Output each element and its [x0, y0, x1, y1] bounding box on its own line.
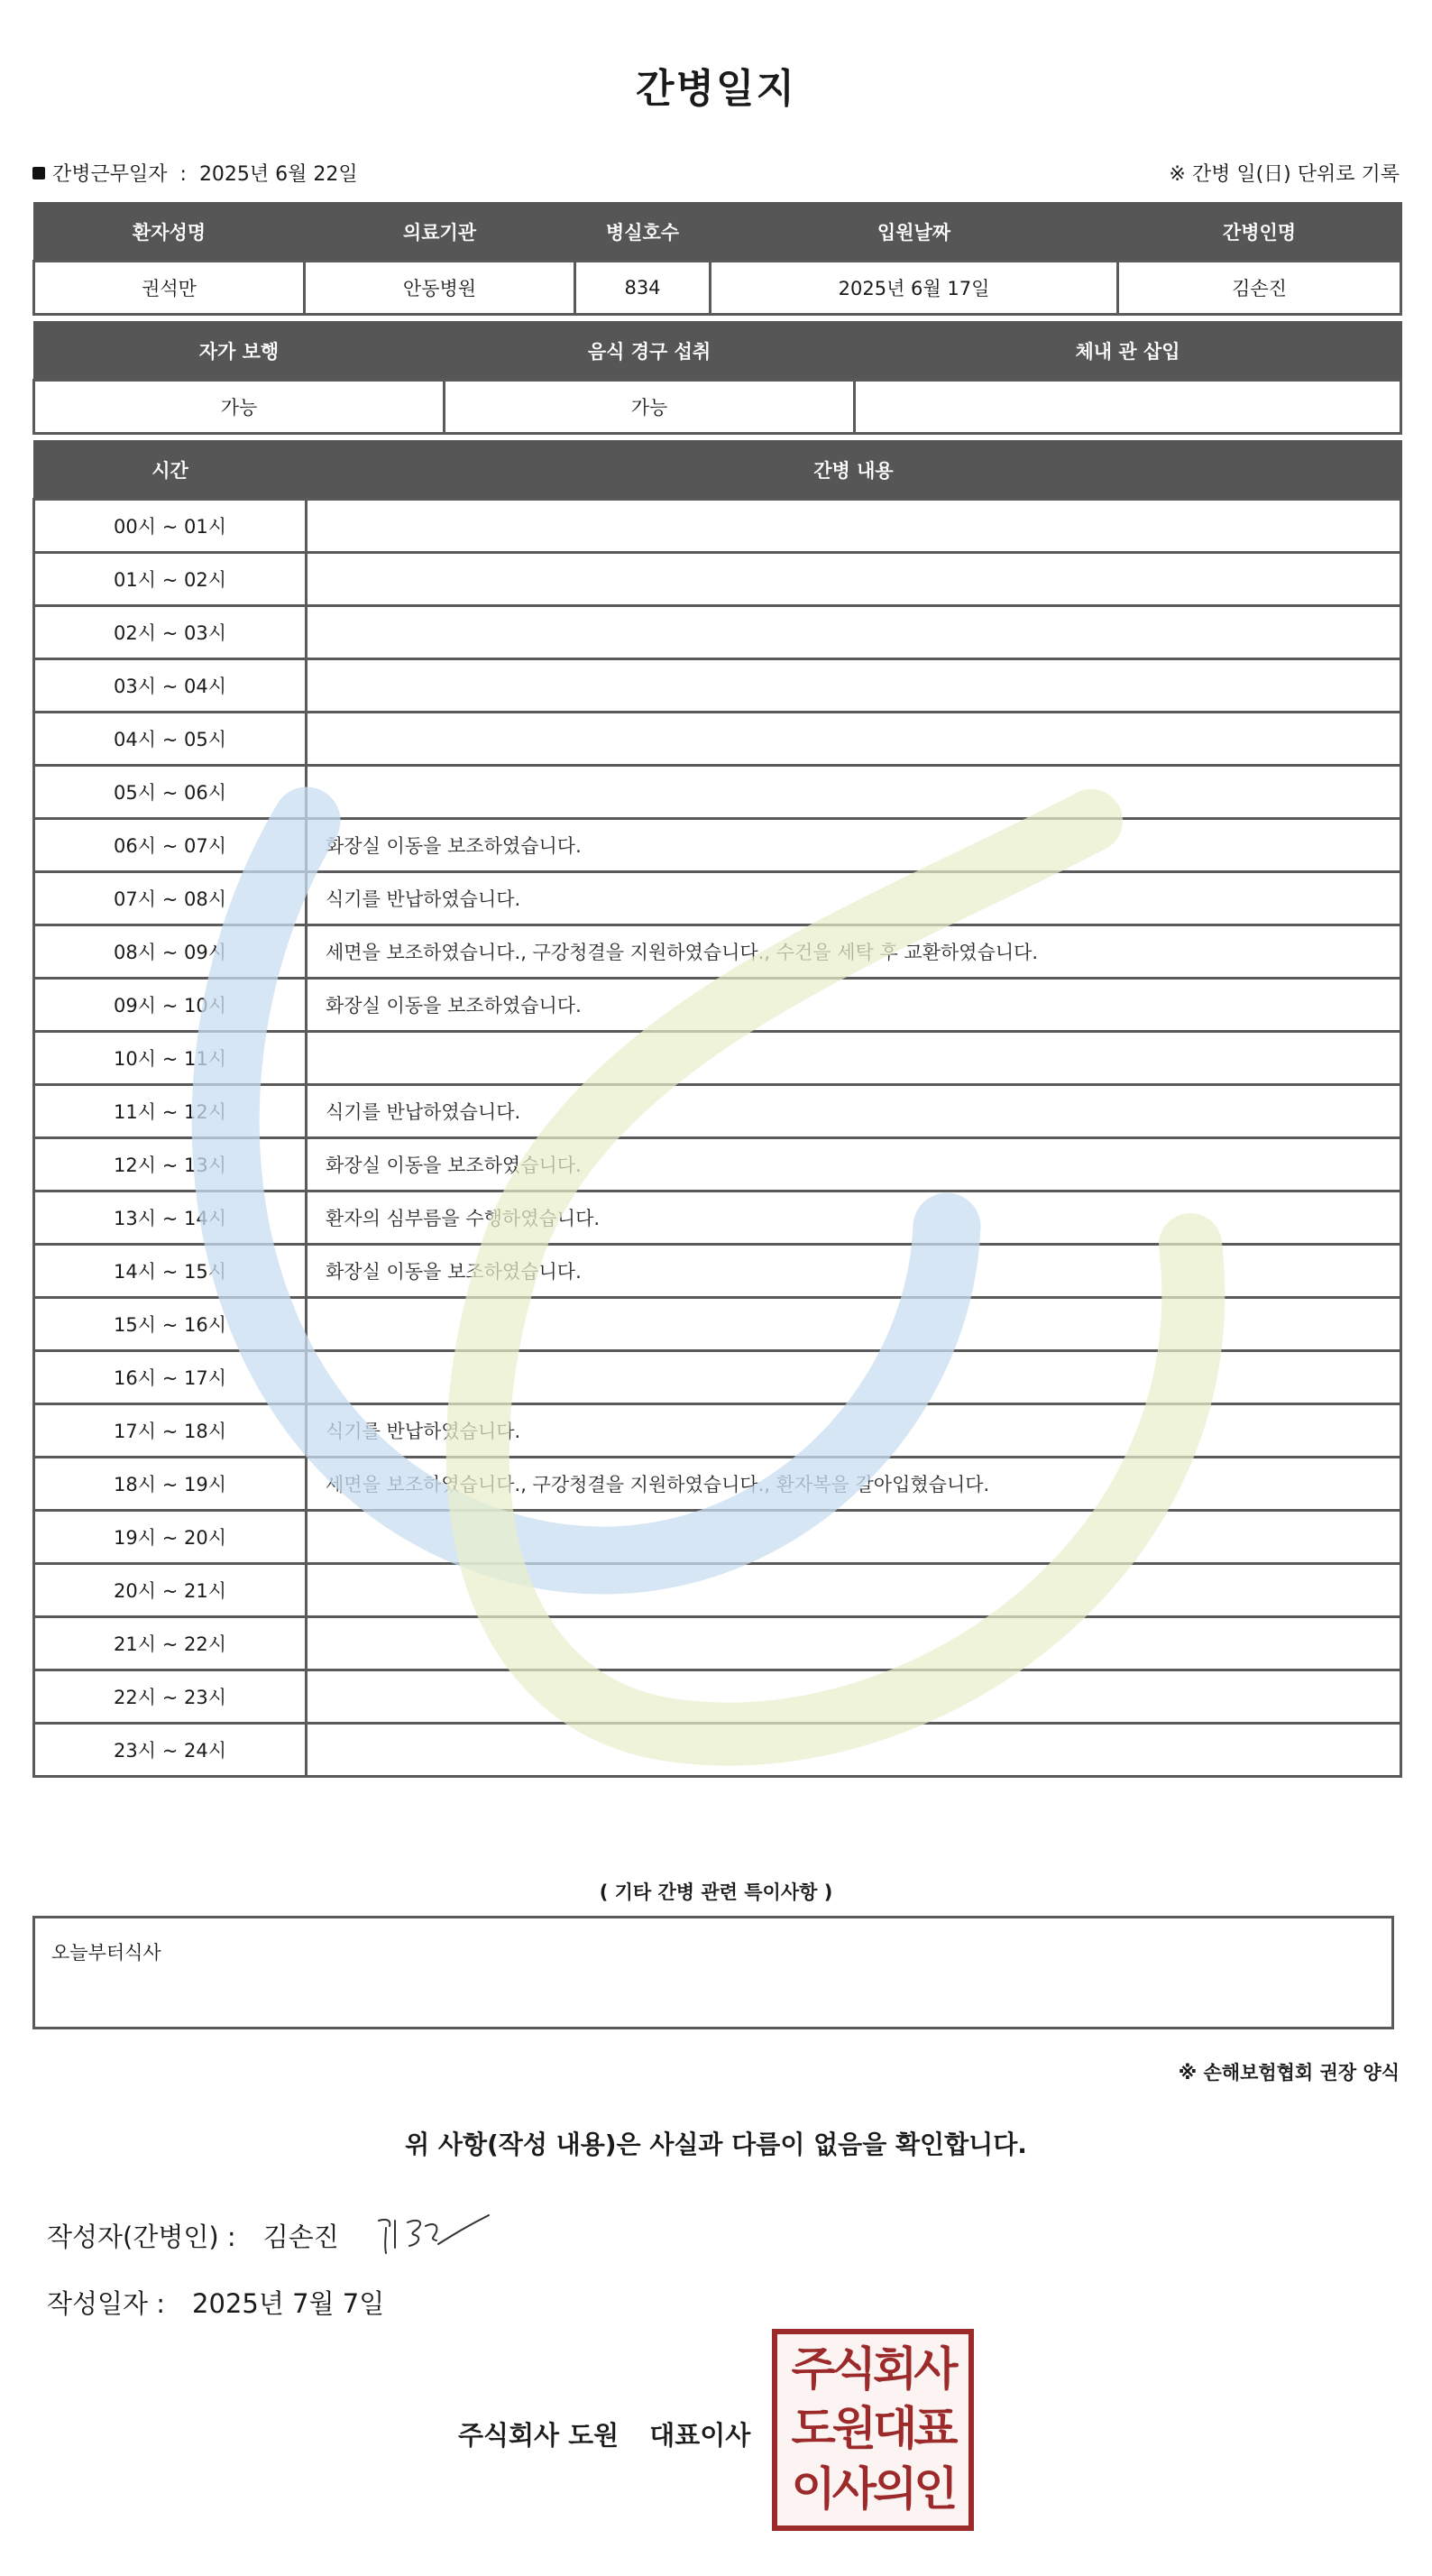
- log-time-cell: 08시 ~ 09시: [34, 925, 307, 979]
- page-title: 간병일지: [635, 66, 796, 112]
- care-date-value: 2025년 6월 22일: [198, 163, 358, 186]
- log-content-cell: [307, 659, 1401, 713]
- log-time-cell: 18시 ~ 19시: [34, 1458, 307, 1511]
- log-content-cell: [307, 713, 1401, 766]
- header-time: 시간: [34, 441, 307, 500]
- log-content-cell: [307, 500, 1401, 553]
- header-self-walking: 자가 보행: [34, 322, 445, 381]
- self-walking-value: 가능: [34, 381, 445, 434]
- patient-info-header-row: [34, 203, 1401, 262]
- write-date-value: 2025년 7월 7일: [192, 2288, 385, 2319]
- square-bullet-icon: [32, 167, 45, 179]
- log-row: [34, 1191, 1401, 1245]
- log-row: [34, 872, 1401, 925]
- caregiver-name-value: 김손진: [1118, 262, 1401, 315]
- author-line: [47, 2217, 339, 2254]
- log-time-cell: 23시 ~ 24시: [34, 1724, 307, 1777]
- log-body: [34, 500, 1401, 1777]
- log-time-cell: 03시 ~ 04시: [34, 659, 307, 713]
- log-content-cell: 식기를 반납하였습니다.: [307, 1404, 1401, 1458]
- log-content-cell: [307, 1617, 1401, 1670]
- log-time-cell: 01시 ~ 02시: [34, 553, 307, 606]
- author-name: 김손진: [262, 2222, 339, 2252]
- company-seal: [772, 2329, 974, 2531]
- company-line: [458, 2415, 750, 2452]
- log-time-cell: 21시 ~ 22시: [34, 1617, 307, 1670]
- log-content-cell: 화장실 이동을 보조하였습니다.: [307, 979, 1401, 1032]
- header-room-number: 병실호수: [575, 203, 711, 262]
- log-content-cell: 화장실 이동을 보조하였습니다.: [307, 1245, 1401, 1298]
- header-hospital: 의료기관: [305, 203, 575, 262]
- log-content-cell: 식기를 반납하였습니다.: [307, 872, 1401, 925]
- log-row: [34, 1724, 1401, 1777]
- log-row: [34, 1404, 1401, 1458]
- patient-name-value: 권석만: [34, 262, 305, 315]
- log-time-cell: 14시 ~ 15시: [34, 1245, 307, 1298]
- log-time-cell: 00시 ~ 01시: [34, 500, 307, 553]
- log-time-cell: 17시 ~ 18시: [34, 1404, 307, 1458]
- log-row: [34, 1085, 1401, 1138]
- care-date-colon: :: [179, 163, 187, 186]
- room-number-value: 834: [575, 262, 711, 315]
- log-row: [34, 1511, 1401, 1564]
- log-row: [34, 1298, 1401, 1351]
- care-date-line: [32, 159, 358, 187]
- log-time-cell: 12시 ~ 13시: [34, 1138, 307, 1191]
- log-content-cell: 세면을 보조하였습니다., 구강청결을 지원하였습니다., 수건을 세탁 후 교환하였습니다.: [307, 925, 1401, 979]
- header-caregiver-name: 간병인명: [1118, 203, 1401, 262]
- log-time-cell: 11시 ~ 12시: [34, 1085, 307, 1138]
- log-time-cell: 15시 ~ 16시: [34, 1298, 307, 1351]
- log-content-cell: [307, 1298, 1401, 1351]
- log-time-cell: 16시 ~ 17시: [34, 1351, 307, 1404]
- daily-record-note: ※ 간병 일(日) 단위로 기록: [1169, 163, 1400, 186]
- header-tube-insertion: 체내 관 삽입: [855, 322, 1401, 381]
- log-row: [34, 979, 1401, 1032]
- log-content-cell: 환자의 심부름을 수행하였습니다.: [307, 1191, 1401, 1245]
- confirmation-statement: 위 사항(작성 내용)은 사실과 다름이 없음을 확인합니다.: [405, 2130, 1027, 2159]
- log-row: [34, 606, 1401, 659]
- header-oral-intake: 음식 경구 섭취: [445, 322, 855, 381]
- log-content-cell: 화장실 이동을 보조하였습니다.: [307, 1138, 1401, 1191]
- log-row: [34, 1670, 1401, 1724]
- log-row: [34, 1617, 1401, 1670]
- log-row: [34, 553, 1401, 606]
- log-row: [34, 766, 1401, 819]
- form-recommendation-note: ※ 손해보험협회 권장 양식: [1178, 2062, 1400, 2084]
- header-patient-name: 환자성명: [34, 203, 305, 262]
- log-row: [34, 1245, 1401, 1298]
- log-row: [34, 925, 1401, 979]
- log-row: [34, 659, 1401, 713]
- log-time-cell: 04시 ~ 05시: [34, 713, 307, 766]
- log-content-cell: [307, 1032, 1401, 1085]
- log-content-cell: [307, 606, 1401, 659]
- log-row: [34, 713, 1401, 766]
- log-header-row: [34, 441, 1401, 500]
- special-notes-title: ( 기타 간병 관련 특이사항 ): [599, 1881, 833, 1903]
- log-time-cell: 10시 ~ 11시: [34, 1032, 307, 1085]
- log-row: [34, 1458, 1401, 1511]
- handwritten-signature: [373, 2208, 500, 2259]
- log-content-cell: 세면을 보조하였습니다., 구강청결을 지원하였습니다., 환자복을 갈아입혔습니다.: [307, 1458, 1401, 1511]
- author-label: 작성자(간병인) :: [47, 2222, 236, 2252]
- special-notes-box: [32, 1916, 1394, 2029]
- log-row: [34, 500, 1401, 553]
- log-row: [34, 1564, 1401, 1617]
- company-name: 주식회사 도원: [458, 2420, 620, 2451]
- log-time-cell: 02시 ~ 03시: [34, 606, 307, 659]
- log-time-cell: 20시 ~ 21시: [34, 1564, 307, 1617]
- log-row: [34, 819, 1401, 872]
- oral-intake-value: 가능: [445, 381, 855, 434]
- log-content-cell: [307, 1670, 1401, 1724]
- log-time-cell: 09시 ~ 10시: [34, 979, 307, 1032]
- status-header-row: [34, 322, 1401, 381]
- log-row: [34, 1138, 1401, 1191]
- seal-line-1: 주식회사: [791, 2342, 955, 2397]
- hospital-value: 안동병원: [305, 262, 575, 315]
- log-content-cell: [307, 766, 1401, 819]
- patient-info-table: [32, 202, 1402, 316]
- hourly-care-log-table: [32, 440, 1402, 1778]
- log-time-cell: 13시 ~ 14시: [34, 1191, 307, 1245]
- patient-status-table: [32, 321, 1402, 435]
- log-content-cell: 식기를 반납하였습니다.: [307, 1085, 1401, 1138]
- log-content-cell: [307, 1724, 1401, 1777]
- log-row: [34, 1351, 1401, 1404]
- header-care-content: 간병 내용: [307, 441, 1401, 500]
- log-content-cell: [307, 1511, 1401, 1564]
- log-content-cell: [307, 1564, 1401, 1617]
- patient-info-value-row: [34, 262, 1401, 315]
- log-row: [34, 1032, 1401, 1085]
- log-time-cell: 05시 ~ 06시: [34, 766, 307, 819]
- write-date-label: 작성일자 :: [47, 2288, 166, 2319]
- log-time-cell: 22시 ~ 23시: [34, 1670, 307, 1724]
- admission-date-value: 2025년 6월 17일: [711, 262, 1118, 315]
- care-date-label: 간병근무일자: [52, 163, 168, 186]
- log-content-cell: 화장실 이동을 보조하였습니다.: [307, 819, 1401, 872]
- seal-line-2: 도원대표: [791, 2403, 955, 2457]
- special-notes-text: 오늘부터식사: [51, 1942, 161, 1964]
- write-date-line: [47, 2284, 384, 2321]
- company-rep-title: 대표이사: [649, 2420, 751, 2451]
- log-time-cell: 06시 ~ 07시: [34, 819, 307, 872]
- header-admission-date: 입원날짜: [711, 203, 1118, 262]
- log-content-cell: [307, 1351, 1401, 1404]
- tube-insertion-value: [855, 381, 1401, 434]
- status-value-row: [34, 381, 1401, 434]
- log-time-cell: 07시 ~ 08시: [34, 872, 307, 925]
- log-content-cell: [307, 553, 1401, 606]
- log-time-cell: 19시 ~ 20시: [34, 1511, 307, 1564]
- seal-line-3: 이사의인: [791, 2463, 955, 2517]
